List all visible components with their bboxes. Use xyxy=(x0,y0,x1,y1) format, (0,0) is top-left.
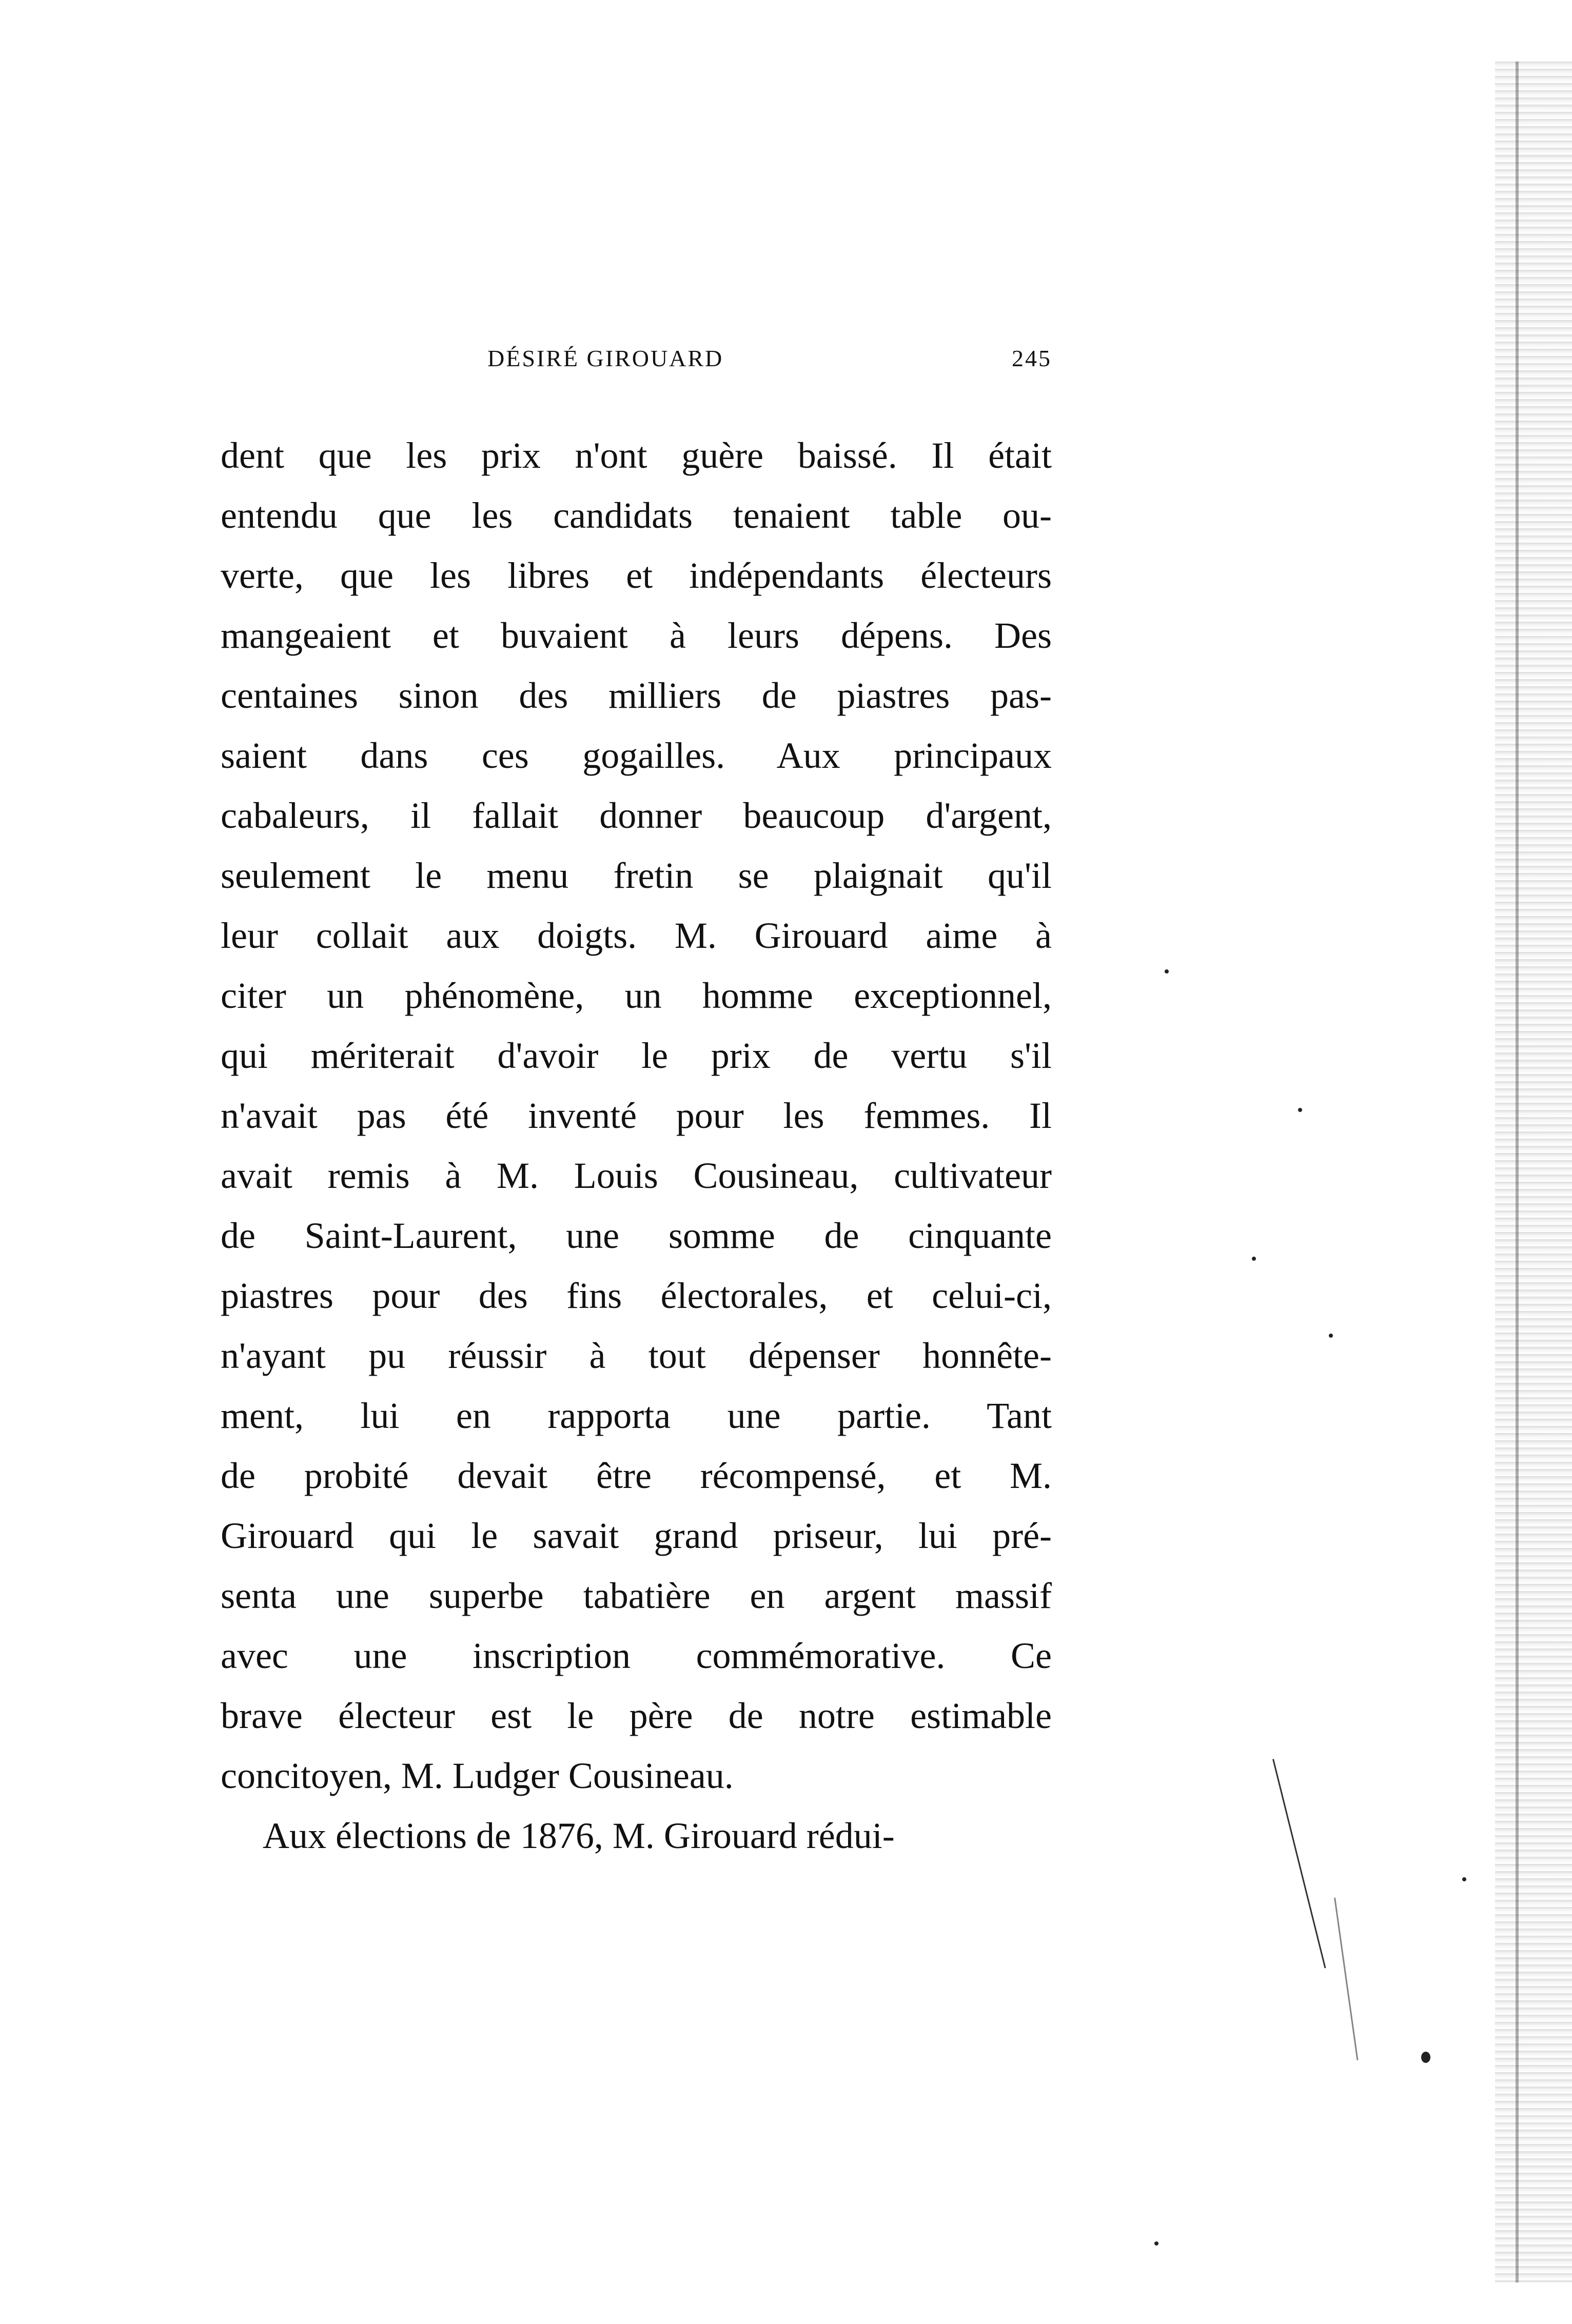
scan-edge-noise xyxy=(1495,62,1572,2282)
text-line: brave électeur est le père de notre estimable xyxy=(221,1695,1052,1736)
text-line: dent que les prix n'ont guère baissé. Il était xyxy=(221,435,1052,476)
text-line: qui mériterait d'avoir le prix de vertu s'il xyxy=(221,1035,1052,1076)
scan-streak xyxy=(1272,1759,1326,1968)
paragraph-end-line: concitoyen, M. Ludger Cousineau. xyxy=(221,1755,734,1796)
text-line: mangeaient et buvaient à leurs dépens. Des xyxy=(221,615,1052,656)
text-line: avait remis à M. Louis Cousineau, cultivateur xyxy=(221,1155,1052,1196)
running-head xyxy=(221,345,1052,381)
scan-speck xyxy=(1298,1108,1302,1112)
text-line: centaines sinon des milliers de piastres pas- xyxy=(221,675,1052,716)
text-line: avec une inscription commémorative. Ce xyxy=(221,1635,1052,1676)
scan-speck xyxy=(1252,1257,1256,1261)
scan-speck xyxy=(1329,1334,1333,1338)
text-line: n'avait pas été inventé pour les femmes. Il xyxy=(221,1095,1052,1136)
page-number: 245 xyxy=(1012,345,1052,371)
text-line: leur collait aux doigts. M. Girouard aime à xyxy=(221,915,1052,956)
text-line: entendu que les candidats tenaient table ou- xyxy=(221,495,1052,536)
text-line: senta une superbe tabatière en argent massif xyxy=(221,1575,1052,1616)
text-line: ment, lui en rapporta une partie. Tant xyxy=(221,1395,1052,1436)
text-line: verte, que les libres et indépendants électeurs xyxy=(221,555,1052,596)
text-line: de Saint-Laurent, une somme de cinquante xyxy=(221,1215,1052,1256)
text-line: piastres pour des fins électorales, et celui-ci, xyxy=(221,1275,1052,1316)
text-line: Girouard qui le savait grand priseur, lui pré- xyxy=(221,1515,1052,1556)
scan-speck xyxy=(1165,969,1169,974)
text-line: de probité devait être récompensé, et M. xyxy=(221,1455,1052,1496)
paragraph-start-line: Aux élections de 1876, M. Girouard rédui- xyxy=(263,1815,895,1856)
scan-streak xyxy=(1334,1898,1359,2060)
text-line: n'ayant pu réussir à tout dépenser honnête- xyxy=(221,1335,1052,1376)
scan-speck xyxy=(1462,1877,1466,1881)
text-line: citer un phénomène, un homme exceptionnel, xyxy=(221,975,1052,1016)
text-line: seulement le menu fretin se plaignait qu'il xyxy=(221,855,1052,896)
scan-speck xyxy=(1421,2052,1430,2063)
scan-speck xyxy=(1154,2241,1158,2246)
text-line: cabaleurs, il fallait donner beaucoup d'argent, xyxy=(221,795,1052,836)
body-text xyxy=(221,426,1052,1866)
text-line: saient dans ces gogailles. Aux principaux xyxy=(221,735,1052,776)
running-title: DÉSIRÉ GIROUARD xyxy=(487,345,724,371)
